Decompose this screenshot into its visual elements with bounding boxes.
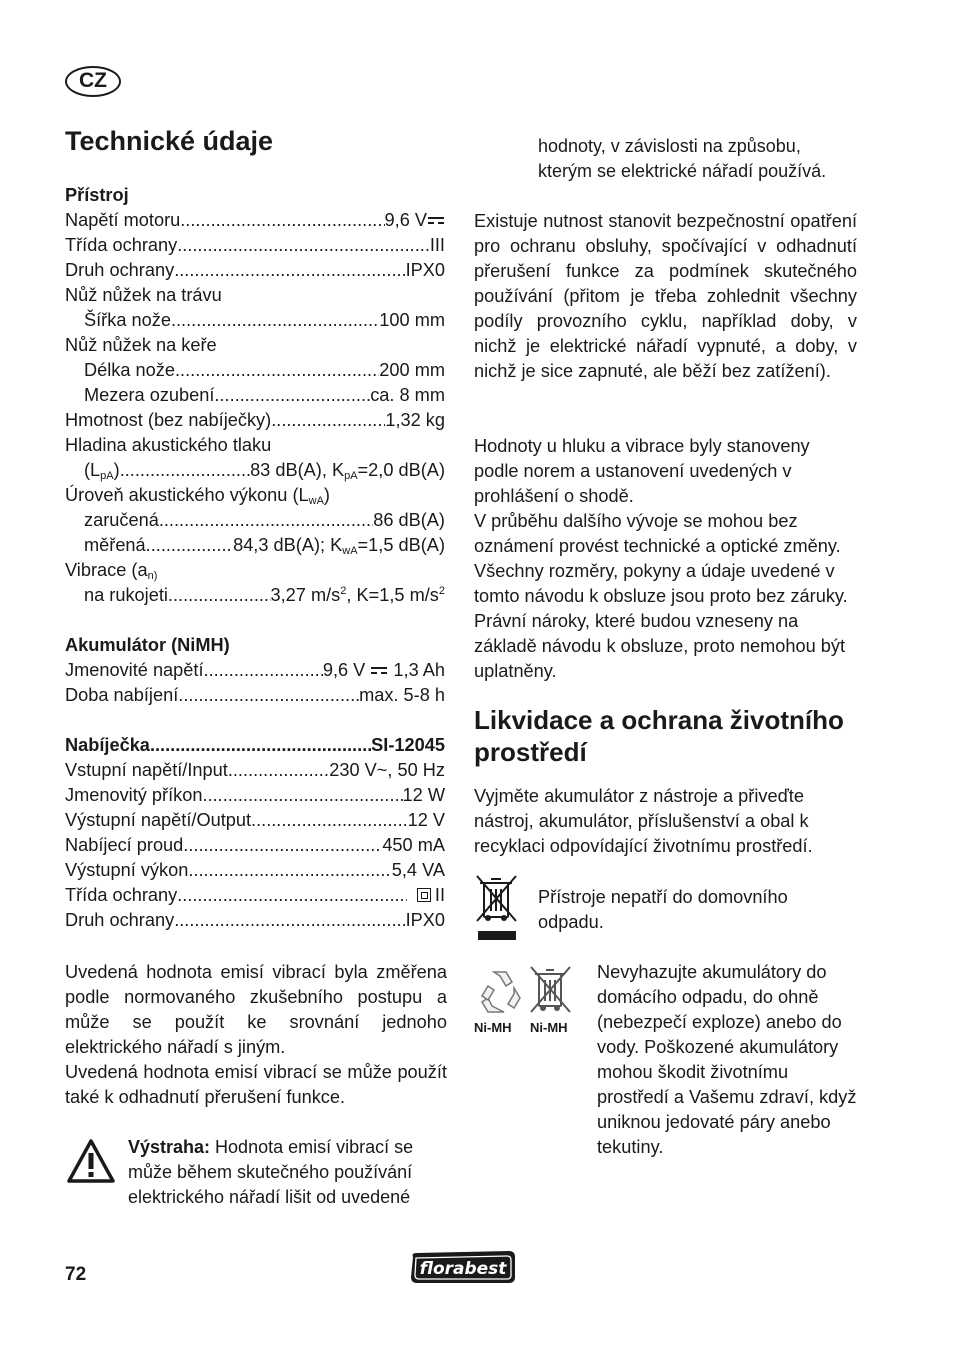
spec-value: ca. 8 mm: [370, 385, 445, 405]
spec-value: 3,27 $m/s^2$, K=1,5 $m/s^2$: [270, 585, 445, 605]
spec-value: 5,4 VA: [391, 860, 445, 880]
spec-row: [65, 683, 445, 708]
spec-row: [65, 208, 445, 233]
language-badge: CZ: [65, 66, 121, 97]
spec-label: zaručená: [84, 510, 159, 530]
spec-label: $(L_{pA})$: [84, 460, 120, 482]
spec-label: Délka nože: [84, 360, 175, 380]
spec-value: 9,6 V 1,3 Ah: [322, 660, 445, 680]
warning-triangle-icon: [66, 1138, 116, 1184]
spec-value: 9,6 V: [385, 208, 445, 233]
spec-value: II: [407, 883, 445, 908]
page-number: 72: [65, 1264, 87, 1285]
warning-text: Výstraha: Hodnota emisí vibrací se může během skutečného používání elektrického nářadí lišit od uvedené: [128, 1137, 414, 1207]
spec-value: 450 mA: [382, 835, 445, 855]
spec-row: [65, 533, 445, 558]
spec-row: [65, 233, 445, 258]
spec-value: IPX0: [405, 910, 445, 930]
spec-row: [65, 758, 445, 783]
logo-badge-icon: [407, 1247, 519, 1287]
tech-data-list: [65, 183, 445, 933]
spec-row: [65, 783, 445, 808]
spec-label: Nabíjecí proud: [65, 835, 184, 855]
spec-value: 12 W: [402, 785, 445, 805]
spec-label: Šířka nože: [84, 310, 171, 330]
spec-label: Vstupní napětí/Input: [65, 760, 228, 780]
spec-value: IPX0: [405, 260, 445, 280]
spec-label: Hmotnost (bez nabíječky): [65, 410, 272, 430]
battery-heading: Akumulátor (NiMH): [65, 635, 230, 655]
nimh-label: Ni-MH: [530, 1020, 568, 1035]
spec-label: Mezera ozubení: [84, 385, 215, 405]
spec-row: [65, 258, 445, 283]
noise-paragraph: [474, 434, 857, 684]
paragraph: Uvedená hodnota emisí vibrací se může použít také k odhadnutí přerušení funkce.: [65, 1062, 447, 1107]
spec-label: na rukojeti: [84, 585, 168, 605]
spec-row: [65, 458, 445, 483]
sound-power-heading: Úroveň akustického výkonu $(L_{wA})$: [65, 485, 330, 507]
spec-row: [65, 833, 445, 858]
page-title: Technické údaje: [65, 126, 274, 156]
paragraph: Hodnoty u hluku a vibrace byly stanoveny podle norem a ustanovení uvedených v prohlášení o shodě.: [474, 436, 810, 506]
brand-text: florabest: [419, 1259, 507, 1279]
warning-label: Výstraha:: [128, 1137, 211, 1157]
spec-label: Druh ochrany: [65, 910, 175, 930]
spec-label: Napětí motoru: [65, 210, 181, 230]
disposal-title: Likvidace a ochrana životního prostředí: [474, 705, 844, 767]
spec-value: 12 V: [407, 810, 445, 830]
spec-row: [65, 508, 445, 533]
spec-row: [65, 383, 445, 408]
dc-symbol-icon: [427, 216, 445, 226]
paragraph: V průběhu dalšího vývoje se mohou bez oznámení provést technické a optické změny. Všechny rozměry, pokyny a údaje uvedené v tomto návodu k obsluze jsou proto bez záruky. Právní nároky, které budou vzneseny na základě návodu k obsluze, proto nemohou být uplatněny.: [474, 511, 848, 681]
spec-label: Třída ochrany: [65, 235, 178, 255]
shrub-blade-heading: Nůž nůžek na keře: [65, 335, 217, 355]
weee-text: Přístroje nepatří do domovního odpadu.: [538, 887, 788, 932]
spec-row: [65, 808, 445, 833]
spec-value: 230 V~, 50 Hz: [329, 760, 445, 780]
spec-row: [65, 408, 445, 433]
continued-text: hodnoty, v závislosti na způsobu, kterým se elektrické nářadí používá.: [538, 136, 827, 181]
spec-label: Jmenovitý příkon: [65, 785, 203, 805]
vibration-note: [65, 960, 447, 1110]
crossed-battery-bin-icon: [528, 964, 574, 1018]
device-heading: Přístroj: [65, 185, 129, 205]
spec-value: 83 dB(A), $K_{pA}=2,0$ dB(A): [250, 460, 445, 482]
charger-heading: [65, 733, 445, 758]
disposal-paragraph: Vyjměte akumulátor z nástroje a přiveďte nástroj, akumulátor, příslušenství a obal k recyklaci odpovídající životnímu prostředí.: [474, 786, 813, 856]
spec-label: Doba nabíjení: [65, 685, 179, 705]
nimh-label: Ni-MH: [474, 1020, 512, 1035]
spec-label: Nabíječka: [65, 735, 150, 755]
spec-value: 86 dB(A): [373, 510, 445, 530]
spec-label: Jmenovité napětí: [65, 660, 204, 680]
spec-row: [65, 358, 445, 383]
spec-label: Výstupní výkon: [65, 860, 189, 880]
spec-label: měřená: [84, 535, 146, 555]
spec-label: Výstupní napětí/Output: [65, 810, 252, 830]
spec-value: III: [429, 235, 445, 255]
battery-disposal-text: Nevyhazujte akumulátory do domácího odpadu, do ohně (nebezpečí exploze) anebo do vody. Poškozené akumulátory mohou škodit životnímu prostředí a Vašemu zdraví, když uniknou jedovaté páry anebo tekutiny.: [597, 962, 857, 1157]
spec-row: [65, 308, 445, 333]
sound-pressure-heading: Hladina akustického tlaku: [65, 435, 272, 455]
paragraph: Uvedená hodnota emisí vibrací byla změřena podle normovaného zkušebního postupu a může se použít ke srovnání jednoho elektrického nářadí s jiným.: [65, 962, 447, 1057]
spec-row: [65, 658, 445, 683]
protection-class-ii-icon: [417, 888, 431, 902]
safety-paragraph: Existuje nutnost stanovit bezpečnostní opatření pro ochranu obsluhy, spočívající v odhadnutí přerušení funkce za podmínek skutečného používání (přitom je třeba zohlednit všechny podíly provozního cyklu, například doby, v nichž je elektrické nářadí vypnuté, a doby, v nichž je sice zapnuté, ale běží bez zatížení).: [474, 211, 857, 381]
spec-row: [65, 583, 445, 608]
spec-value: SI-12045: [371, 735, 445, 755]
spec-value: 100 mm: [379, 310, 445, 330]
dc-symbol-icon: [370, 666, 388, 676]
florabest-logo: [407, 1247, 519, 1287]
spec-row: [65, 908, 445, 933]
spec-value: 1,32 kg: [385, 410, 445, 430]
spec-row: [65, 858, 445, 883]
spec-label: Třída ochrany: [65, 885, 178, 905]
recycle-icon: [474, 966, 526, 1020]
spec-label: Druh ochrany: [65, 260, 175, 280]
spec-value: max. 5-8 h: [359, 685, 445, 705]
crossed-bin-icon: [474, 873, 520, 941]
vibration-heading: Vibrace ($a_{n)}$: [65, 560, 158, 582]
spec-value: 84,3 dB(A); $K_{wA}=1,5$ dB(A): [233, 535, 445, 557]
grass-blade-heading: Nůž nůžek na trávu: [65, 285, 222, 305]
spec-value: 200 mm: [379, 360, 445, 380]
spec-row: [65, 883, 445, 908]
